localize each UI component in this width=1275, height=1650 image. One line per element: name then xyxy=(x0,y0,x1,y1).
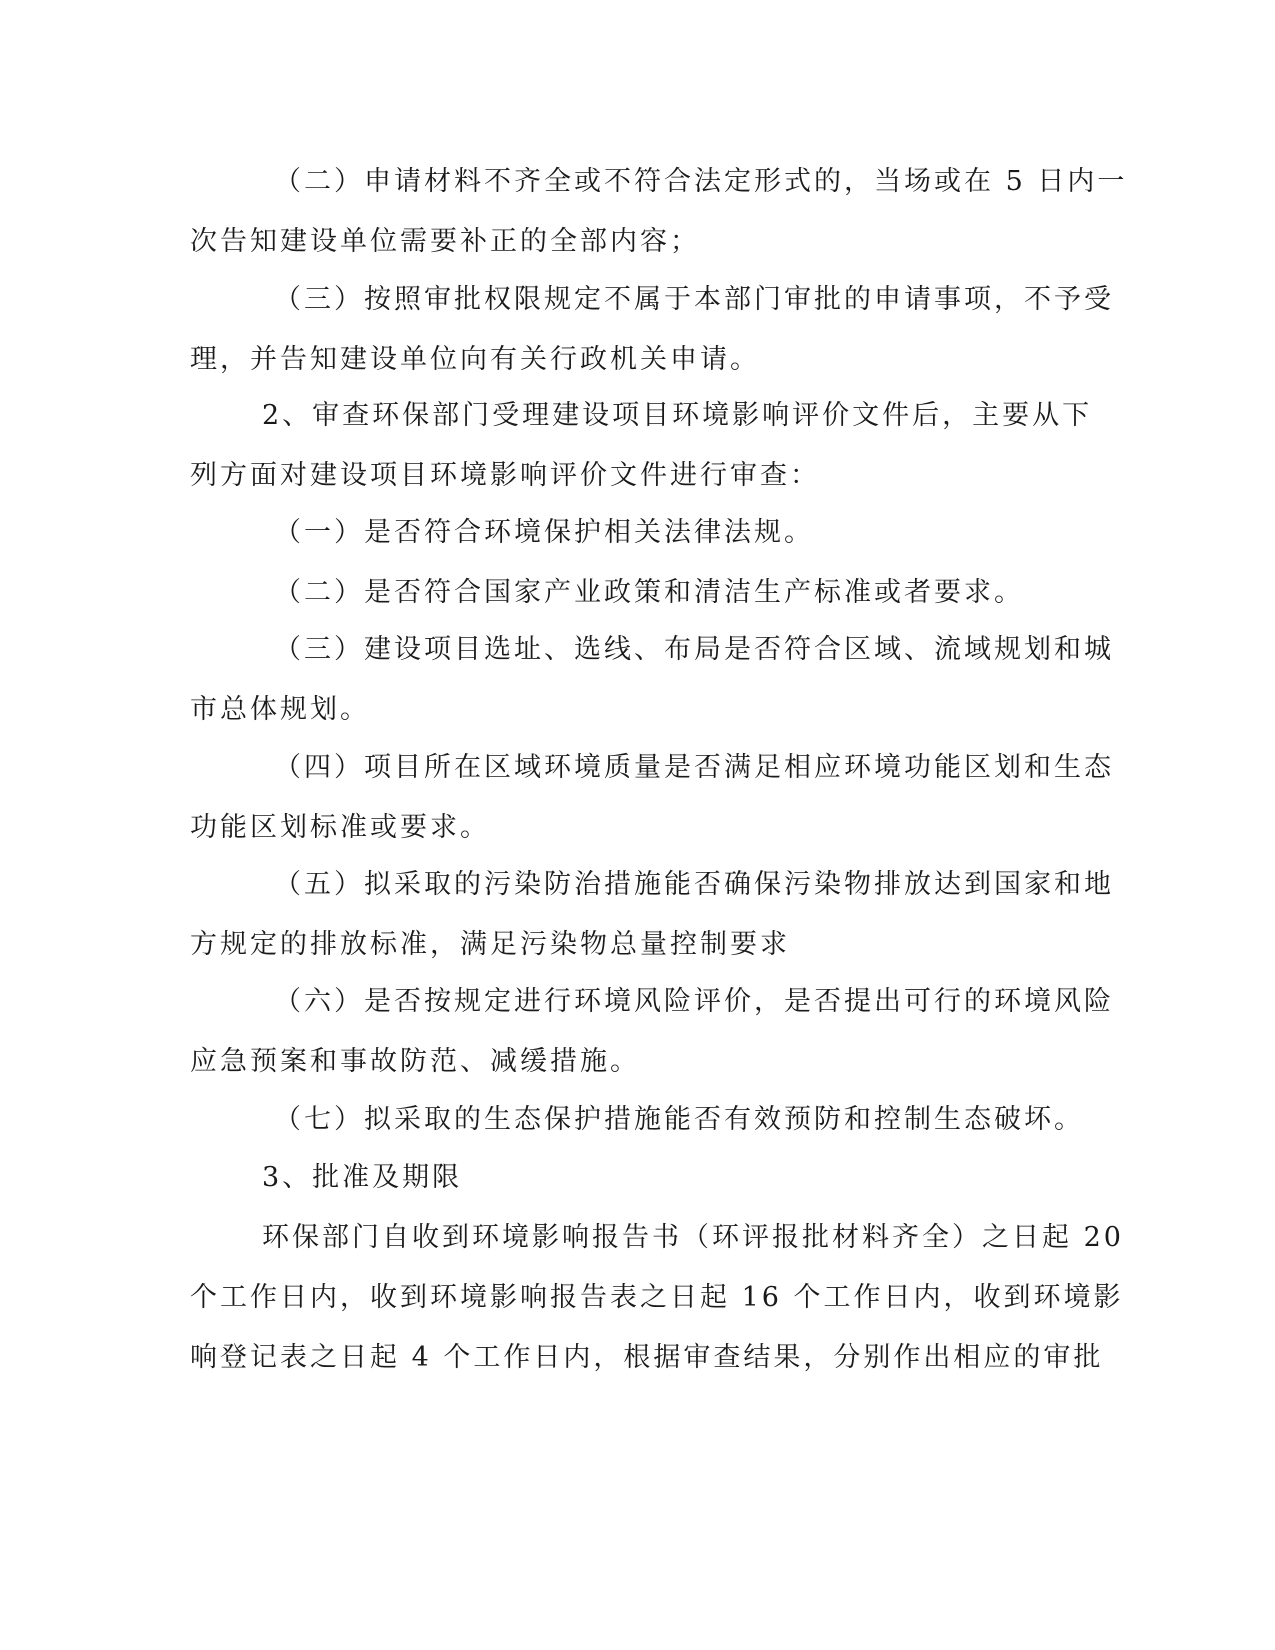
paragraph-line: 响登记表之日起 4 个工作日内，根据审查结果，分别作出相应的审批 xyxy=(190,1342,1104,1373)
paragraph-approval-deadlines xyxy=(190,1208,1124,1388)
paragraph-item-2-incomplete-materials xyxy=(190,152,1128,272)
paragraph-review-item-5 xyxy=(190,855,1114,975)
paragraph-line: （四）项目所在区域环境质量是否满足相应环境功能区划和生态 xyxy=(274,752,1114,783)
paragraph-line: （六）是否按规定进行环境风险评价，是否提出可行的环境风险 xyxy=(274,986,1114,1017)
paragraph-line: 列方面对建设项目环境影响评价文件进行审查： xyxy=(190,460,820,491)
paragraph-line: 理，并告知建设单位向有关行政机关申请。 xyxy=(190,344,760,375)
paragraph-line: 市总体规划。 xyxy=(190,694,370,725)
paragraph-line: 应急预案和事故防范、减缓措施。 xyxy=(190,1046,640,1077)
paragraph-line: （五）拟采取的污染防治措施能否确保污染物排放达到国家和地 xyxy=(274,869,1114,900)
paragraph-line: （二）是否符合国家产业政策和清洁生产标准或者要求。 xyxy=(274,577,1024,608)
paragraph-review-item-6 xyxy=(190,972,1114,1092)
paragraph-line: 方规定的排放标准，满足污染物总量控制要求 xyxy=(190,929,790,960)
paragraph-line: 3、批准及期限 xyxy=(262,1162,463,1193)
paragraph-line: （一）是否符合环境保护相关法律法规。 xyxy=(274,517,814,548)
paragraph-review-item-2 xyxy=(190,563,1080,623)
paragraph-line: （三）建设项目选址、选线、布局是否符合区域、流域规划和城 xyxy=(274,634,1114,665)
paragraph-line: 次告知建设单位需要补正的全部内容； xyxy=(190,226,700,257)
paragraph-line: （二）申请材料不齐全或不符合法定形式的，当场或在 5 日内一 xyxy=(274,166,1128,197)
paragraph-review-item-4 xyxy=(190,738,1114,858)
paragraph-line: 个工作日内，收到环境影响报告表之日起 16 个工作日内，收到环境影 xyxy=(190,1282,1124,1313)
paragraph-review-item-1 xyxy=(190,503,1080,563)
paragraph-line: 2、审查环保部门受理建设项目环境影响评价文件后，主要从下 xyxy=(262,400,1093,431)
paragraph-section-2-review xyxy=(190,386,1093,506)
paragraph-item-3-not-in-authority xyxy=(190,270,1114,390)
paragraph-line: 环保部门自收到环境影响报告书（环评报批材料齐全）之日起 20 xyxy=(262,1222,1124,1253)
paragraph-review-item-7 xyxy=(190,1090,1084,1150)
paragraph-line: 功能区划标准或要求。 xyxy=(190,812,490,843)
paragraph-line: （七）拟采取的生态保护措施能否有效预防和控制生态破坏。 xyxy=(274,1104,1084,1135)
paragraph-review-item-3 xyxy=(190,620,1114,740)
paragraph-section-3-heading xyxy=(190,1148,1080,1208)
paragraph-line: （三）按照审批权限规定不属于本部门审批的申请事项，不予受 xyxy=(274,284,1114,315)
